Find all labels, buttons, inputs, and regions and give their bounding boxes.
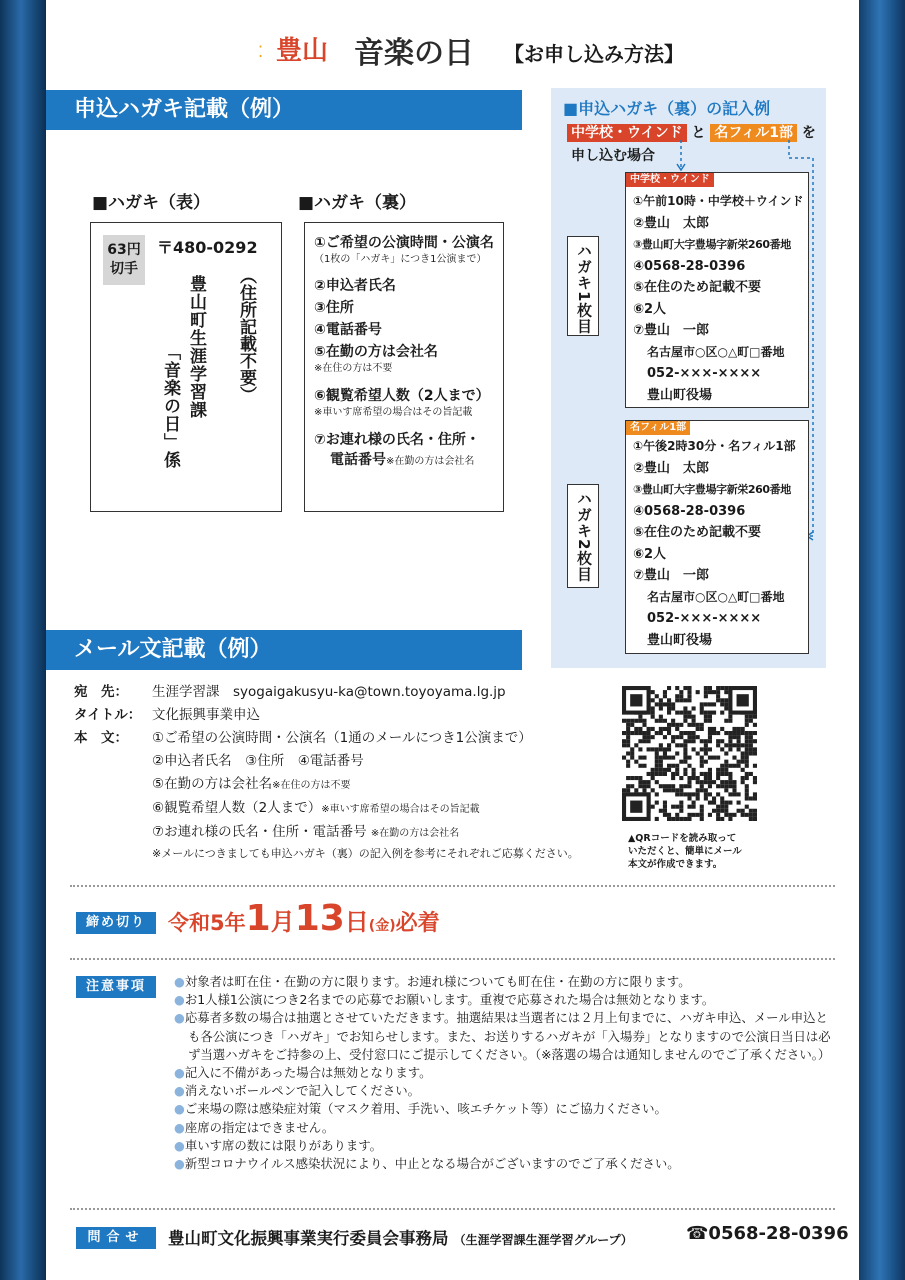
deadline-month-unit: 月: [270, 908, 295, 936]
email-body-5: ⑦お連れ様の氏名・住所・電話番号: [152, 824, 367, 840]
card2-line-8: 名古屋市○区○△町□番地: [647, 589, 785, 604]
header: [256, 28, 684, 74]
example-card-2-tag: 名フィル1部: [626, 421, 690, 435]
card2-line-7: ⑦豊山 一郎: [633, 568, 710, 583]
flyer-page: [46, 0, 859, 1280]
note-text: お1人様1公演につき2名までの応募でお願いします。重複で応募された場合は無効となります。: [184, 992, 715, 1008]
example-card-1: [625, 172, 809, 408]
card1-line-9: 052-×××-××××: [647, 366, 762, 381]
card1-line-6: ⑥2人: [633, 301, 667, 317]
recipient-line-2: 「音楽の日」係: [160, 343, 180, 469]
bullet-icon: ●: [174, 1137, 185, 1153]
notes-list: [174, 973, 834, 1173]
example-wo: を: [801, 125, 816, 141]
card2-line-9: 052-×××-××××: [647, 611, 762, 626]
example-card-1-tag: 中学校・ウインド: [626, 173, 714, 187]
deadline-weekday: (金): [368, 918, 396, 934]
contact-tel[interactable]: ☎0568-28-0396: [686, 1223, 849, 1244]
email-body-4: ⑥観覧希望人数（2人まで）: [152, 800, 322, 816]
card2-line-5: ⑤在住のため記載不要: [633, 525, 762, 540]
deadline-label: 締め切り: [76, 912, 156, 934]
example-card-1-label: ハガキ1枚目: [575, 243, 593, 335]
card1-line-8: 名古屋市○区○△町□番地: [647, 344, 785, 359]
note-text: 新型コロナウイルス感染状況により、中止となる場合がございますのでご了承ください。: [184, 1156, 680, 1172]
note-text: 記入に不備があった場合は無効となります。: [184, 1065, 432, 1081]
example-tag-meiphil: 名フィル1部: [710, 124, 797, 142]
deadline-value: [168, 898, 440, 939]
back-line-6: ⑥観覧希望人数（2人まで）: [314, 388, 490, 404]
bullet-icon: ●: [174, 1010, 185, 1026]
postal-code: 〒480-0292: [157, 238, 258, 257]
card2-line-2: ②豊山 太郎: [633, 460, 710, 476]
bullet-icon: ●: [174, 1156, 185, 1172]
card1-line-5: ⑤在住のため記載不要: [633, 280, 762, 295]
back-line-4: ④電話番号: [314, 322, 382, 338]
back-line-1-note: （1枚の「ハガキ」につき1公演まで）: [314, 254, 487, 265]
back-line-5: ⑤在勤の方は会社名: [314, 344, 438, 360]
note-item: [174, 1009, 834, 1064]
deadline-day: 13: [294, 898, 345, 939]
note-text: ご来場の際は感染症対策（マスク着用、手洗い、咳エチケット等）にご協力ください。: [184, 1101, 667, 1117]
email-body-6: ※メールにつきましても申込ハガキ（裏）の記入例を参考にそれぞれご応募ください。: [152, 847, 579, 860]
example-panel-heading: ■申込ハガキ（裏）の記入例: [563, 99, 771, 118]
card1-line-2: ②豊山 太郎: [633, 215, 710, 231]
email-body-4-note: ※車いす席希望の場合はその旨記載: [321, 804, 480, 815]
example-card-2-side: [567, 484, 599, 588]
note-text: 消えないボールペンで記入してください。: [184, 1083, 420, 1099]
note-text: 車いす席の数には限りがあります。: [184, 1137, 383, 1153]
background-right-edge: [859, 0, 905, 1280]
example-intro-line2: 申し込む場合: [571, 148, 655, 164]
note-item: [174, 1064, 834, 1082]
note-item: [174, 991, 834, 1009]
bullet-icon: ●: [174, 1101, 185, 1117]
qr-code[interactable]: [622, 686, 757, 821]
example-panel: [551, 88, 826, 668]
bullet-icon: ●: [174, 974, 185, 989]
logo-dots: ⁚: [258, 42, 264, 61]
email-body-3-note: ※在住の方は不要: [272, 780, 351, 791]
address-note: （住所記載不要）: [236, 267, 256, 403]
email-to-value: 生涯学習課 syogaigakusyu-ka@town.toyoyama.lg.jp: [152, 684, 506, 700]
postcard-front-box: [90, 222, 282, 512]
note-item: [174, 1155, 834, 1173]
example-card-2-label: ハガキ2枚目: [575, 491, 593, 583]
recipient-line-1: 豊山町生涯学習課: [186, 275, 206, 419]
background-left-edge: [0, 0, 46, 1280]
note-text: 座席の指定はできません。: [184, 1119, 335, 1135]
email-body-4-row: [74, 797, 614, 821]
bullet-icon: ●: [174, 1065, 185, 1081]
email-subject-row: [74, 704, 614, 727]
postcard-back-heading: ■ハガキ（裏）: [298, 193, 417, 213]
card1-line-7: ⑦豊山 一郎: [633, 323, 710, 338]
contact-org: 豊山町文化振興事業実行委員会事務局: [168, 1229, 449, 1248]
email-body-label: 本 文：: [74, 730, 128, 746]
back-line-1: ①ご希望の公演時間・公演名: [314, 235, 494, 251]
divider-1: [70, 885, 835, 887]
contact-dept: （生涯学習課生涯学習グループ）: [453, 1233, 633, 1247]
email-body-3-row: [74, 773, 614, 797]
card1-line-10: 豊山町役場: [647, 387, 713, 403]
postcard-front-heading: ■ハガキ（表）: [92, 193, 211, 213]
email-body-2: ②申込者氏名 ③住所 ④電話番号: [152, 753, 364, 769]
email-to-row: [74, 681, 614, 704]
notes-label: 注意事項: [76, 976, 156, 998]
back-line-7: ⑦お連れ様の氏名・住所・: [314, 432, 480, 448]
email-subject-value: 文化振興事業申込: [152, 707, 260, 723]
email-example: [74, 681, 614, 863]
qr-code-pattern: [622, 686, 757, 821]
deadline-suffix: 必着: [395, 911, 440, 936]
bullet-icon: ●: [174, 1119, 185, 1135]
note-text: 応募者多数の場合は抽選とさせていただきます。抽選結果は当選者には２月上旬までに、ハガキ申込、メール申込とも各公演につき「ハガキ」でお知らせします。また、お送りするハガキが「入場券」となりますので公演日当日は必ず当選ハガキをご持参の上、受付窓口にご提示してください。（※落選の場合は通知しませんのでご了承ください。）: [184, 1010, 831, 1062]
note-item: [174, 973, 834, 991]
deadline-prefix: 令和5年: [168, 911, 246, 935]
example-card-1-side: [567, 236, 599, 336]
stamp-box: 63円 切手: [103, 235, 145, 285]
card2-line-4: ④0568-28-0396: [633, 503, 746, 519]
divider-2: [70, 958, 835, 960]
card2-line-10: 豊山町役場: [647, 632, 713, 648]
email-body-5-row: [74, 821, 614, 845]
back-line-7-note: ※在勤の方は会社名: [386, 456, 475, 467]
card2-line-3: ③豊山町大字豊場字新栄260番地: [633, 483, 791, 496]
example-card-2: [625, 420, 809, 654]
bullet-icon: ●: [174, 992, 185, 1008]
email-body-row: [74, 727, 614, 750]
email-body-5-note: ※在勤の方は会社名: [370, 828, 460, 839]
email-body-1: ①ご希望の公演時間・公演名（1通のメールにつき1公演まで）: [152, 730, 532, 746]
contact-info: [168, 1225, 633, 1249]
card2-line-1: ①午後2時30分・名フィル1部: [633, 439, 796, 453]
back-line-7b-text: 電話番号: [330, 452, 386, 468]
logo-toyoyama: 豊山: [276, 36, 329, 66]
back-line-5-note: ※在住の方は不要: [314, 363, 393, 374]
postcard-back-box: [304, 222, 504, 512]
bullet-icon: ●: [174, 1083, 185, 1099]
card1-line-3: ③豊山町大字豊場字新栄260番地: [633, 238, 791, 251]
email-to-label: 宛 先：: [74, 684, 128, 700]
back-line-7b: [314, 450, 503, 472]
divider-3: [70, 1208, 835, 1210]
card1-line-1: ①午前10時・中学校＋ウインド: [633, 194, 804, 208]
email-section-band: メール文記載（例）: [46, 630, 522, 670]
note-item: [174, 1100, 834, 1118]
card1-line-4: ④0568-28-0396: [633, 258, 746, 274]
logo-ongaku-no-hi: 音楽の日: [354, 36, 474, 71]
email-body-3: ⑤在勤の方は会社名: [152, 776, 273, 792]
note-item: [174, 1137, 834, 1155]
note-item: [174, 1082, 834, 1100]
email-subject-label: タイトル：: [74, 707, 142, 723]
back-line-2: ②申込者氏名: [314, 278, 396, 294]
back-line-6-note: ※車いす席希望の場合はその旨記載: [314, 407, 473, 418]
deadline-day-unit: 日: [344, 908, 369, 936]
page-subtitle: 【お申し込み方法】: [504, 42, 684, 66]
qr-caption: ▲QRコードを読み取って いただくと、簡単にメール 本文が作成できます。: [628, 833, 742, 870]
contact-label: 問合せ: [76, 1227, 156, 1249]
back-line-3: ③住所: [314, 300, 354, 316]
postcard-section-band: 申込ハガキ記載（例）: [46, 90, 522, 130]
card2-line-6: ⑥2人: [633, 546, 667, 562]
example-and: と: [691, 125, 706, 141]
example-tag-school-wind: 中学校・ウインド: [567, 124, 687, 142]
note-text: 対象者は町在住・在勤の方に限ります。お連れ様についても町在住・在勤の方に限ります。: [184, 974, 691, 989]
deadline-month: 1: [245, 898, 271, 939]
note-item: [174, 1119, 834, 1137]
